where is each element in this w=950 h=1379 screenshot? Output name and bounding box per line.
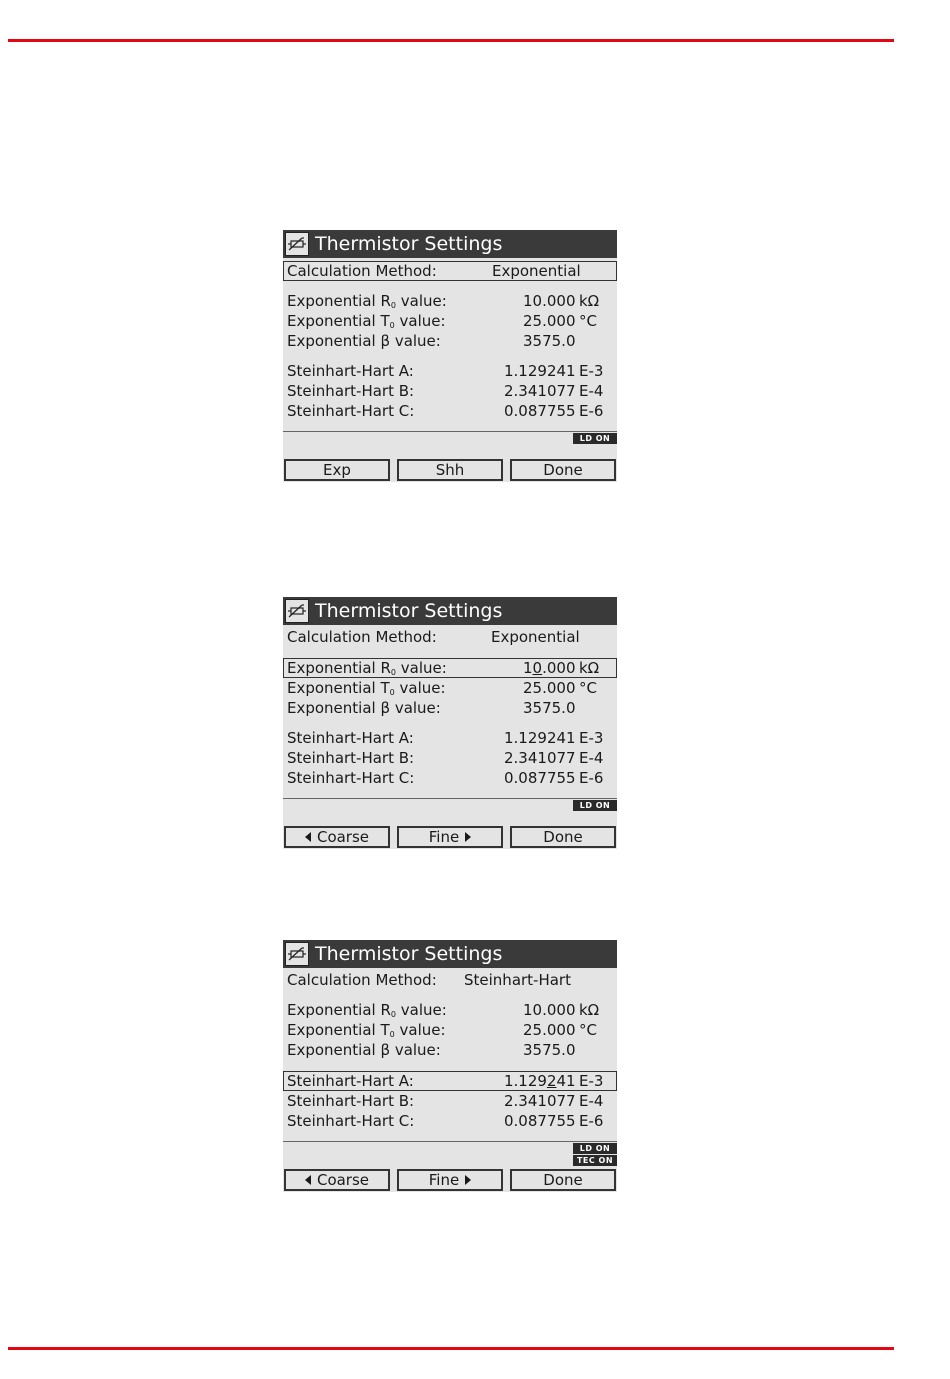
row-label: Steinhart-Hart B: [287,749,415,767]
row-label: Exponential β value: [287,1041,441,1059]
row-label: Steinhart-Hart C: [287,1112,415,1130]
button-label: Fine [428,828,460,846]
fine-button[interactable] [397,826,503,848]
row-value: 2.341077 [504,1092,576,1110]
row-label: Exponential $R_0$ value: [287,659,447,677]
row-value: 1.129241 [504,729,576,747]
steinhart-c-row[interactable] [283,1111,617,1131]
steinhart-a-row[interactable] [283,361,617,381]
row-value: Steinhart-Hart [464,971,571,989]
status-divider [283,798,617,799]
steinhart-b-row[interactable] [283,381,617,401]
screen-title: Thermistor Settings [315,943,503,965]
coarse-button[interactable] [284,1169,390,1191]
row-value: 25.000 [523,679,576,697]
row-label: Steinhart-Hart B: [287,1092,415,1110]
steinhart-c-row[interactable] [283,768,617,788]
exp-button[interactable] [284,459,390,481]
calculation-method-row[interactable] [283,627,617,647]
exp-r0-row[interactable] [283,1000,617,1020]
done-button[interactable] [510,459,616,481]
row-value: 3575.0 [523,699,576,717]
row-unit: E-6 [579,1112,604,1130]
row-label: Exponential $R_0$ value: [287,292,447,310]
arrow-left-icon [305,1175,311,1185]
row-value: 3575.0 [523,1041,576,1059]
row-value: 1.129241 [504,362,576,380]
row-unit: E-3 [579,729,604,747]
button-label: Coarse [316,1171,370,1189]
row-value: 10.000 [523,292,576,310]
row-label: Exponential $T_0$ value: [287,1021,446,1039]
exp-beta-row[interactable] [283,331,617,351]
thermistor-icon [285,599,309,623]
row-label: Steinhart-Hart B: [287,382,415,400]
row-value: 10.000 [523,1001,576,1019]
row-value: 2.341077 [504,382,576,400]
title-bar [283,230,617,258]
exp-beta-row[interactable] [283,698,617,718]
row-unit: E-4 [579,1092,604,1110]
button-label: Coarse [316,828,370,846]
row-unit: kΩ [579,659,600,677]
arrow-right-icon [465,1175,471,1185]
screen-title: Thermistor Settings [315,233,503,255]
thermistor-icon [285,942,309,966]
thermistor-icon [285,232,309,256]
screen-title: Thermistor Settings [315,600,503,622]
row-label: Steinhart-Hart A: [287,1072,414,1090]
footer-rule [8,1347,894,1350]
coarse-button[interactable] [284,826,390,848]
row-value[interactable]: 1.129241 [504,1072,576,1090]
row-unit: E-3 [579,1072,604,1090]
title-bar [283,597,617,625]
row-unit: °C [579,1021,597,1039]
row-value: 0.087755 [504,402,576,420]
fine-button[interactable] [397,1169,503,1191]
row-label: Calculation Method: [287,262,437,280]
ld-on-badge: LD ON [573,800,617,811]
row-label: Steinhart-Hart A: [287,362,414,380]
status-divider [283,1141,617,1142]
exp-t0-row[interactable] [283,311,617,331]
thermistor-settings-screen-1 [283,230,617,482]
status-divider [283,431,617,432]
row-label: Steinhart-Hart A: [287,729,414,747]
done-button[interactable] [510,826,616,848]
button-label: Done [543,828,583,846]
button-label: Exp [323,461,351,479]
row-unit: E-6 [579,402,604,420]
steinhart-a-row[interactable] [283,728,617,748]
row-label: Exponential $T_0$ value: [287,679,446,697]
row-value: Exponential [491,628,580,646]
steinhart-b-row[interactable] [283,1091,617,1111]
steinhart-a-row[interactable] [283,1071,617,1091]
row-value[interactable]: 10.000 [523,659,576,677]
row-unit: E-6 [579,769,604,787]
calculation-method-row[interactable] [283,970,617,990]
row-unit: E-4 [579,382,604,400]
arrow-right-icon [465,832,471,842]
tec-on-badge: TEC ON [573,1155,617,1166]
row-label: Calculation Method: [287,971,437,989]
row-label: Steinhart-Hart C: [287,769,415,787]
row-value: 25.000 [523,312,576,330]
row-value: 2.341077 [504,749,576,767]
row-label: Exponential β value: [287,332,441,350]
button-label: Fine [428,1171,460,1189]
row-label: Exponential β value: [287,699,441,717]
row-unit: kΩ [579,292,600,310]
ld-on-badge: LD ON [573,433,617,444]
row-value: Exponential [492,262,581,280]
done-button[interactable] [510,1169,616,1191]
exp-t0-row[interactable] [283,678,617,698]
title-bar [283,940,617,968]
row-unit: E-4 [579,749,604,767]
row-label: Exponential $T_0$ value: [287,312,446,330]
calculation-method-row[interactable] [283,261,617,281]
ld-on-badge: LD ON [573,1143,617,1154]
steinhart-c-row[interactable] [283,401,617,421]
edit-cursor-digit: 0 [532,659,543,677]
button-label: Shh [435,461,465,479]
row-unit: °C [579,679,597,697]
row-value: 0.087755 [504,1112,576,1130]
row-unit: kΩ [579,1001,600,1019]
row-label: Steinhart-Hart C: [287,402,415,420]
exp-r0-row[interactable] [283,291,617,311]
thermistor-settings-screen-3 [283,940,617,1192]
row-label: Calculation Method: [287,628,437,646]
header-rule [8,39,894,42]
exp-beta-row[interactable] [283,1040,617,1060]
exp-r0-row[interactable] [283,658,617,678]
row-value: 25.000 [523,1021,576,1039]
exp-t0-row[interactable] [283,1020,617,1040]
row-value: 0.087755 [504,769,576,787]
shh-button[interactable] [397,459,503,481]
steinhart-b-row[interactable] [283,748,617,768]
arrow-left-icon [305,832,311,842]
row-label: Exponential $R_0$ value: [287,1001,447,1019]
button-label: Done [543,1171,583,1189]
row-unit: E-3 [579,362,604,380]
row-unit: °C [579,312,597,330]
row-value: 3575.0 [523,332,576,350]
button-label: Done [543,461,583,479]
edit-cursor-digit: 2 [546,1072,557,1090]
thermistor-settings-screen-2 [283,597,617,849]
